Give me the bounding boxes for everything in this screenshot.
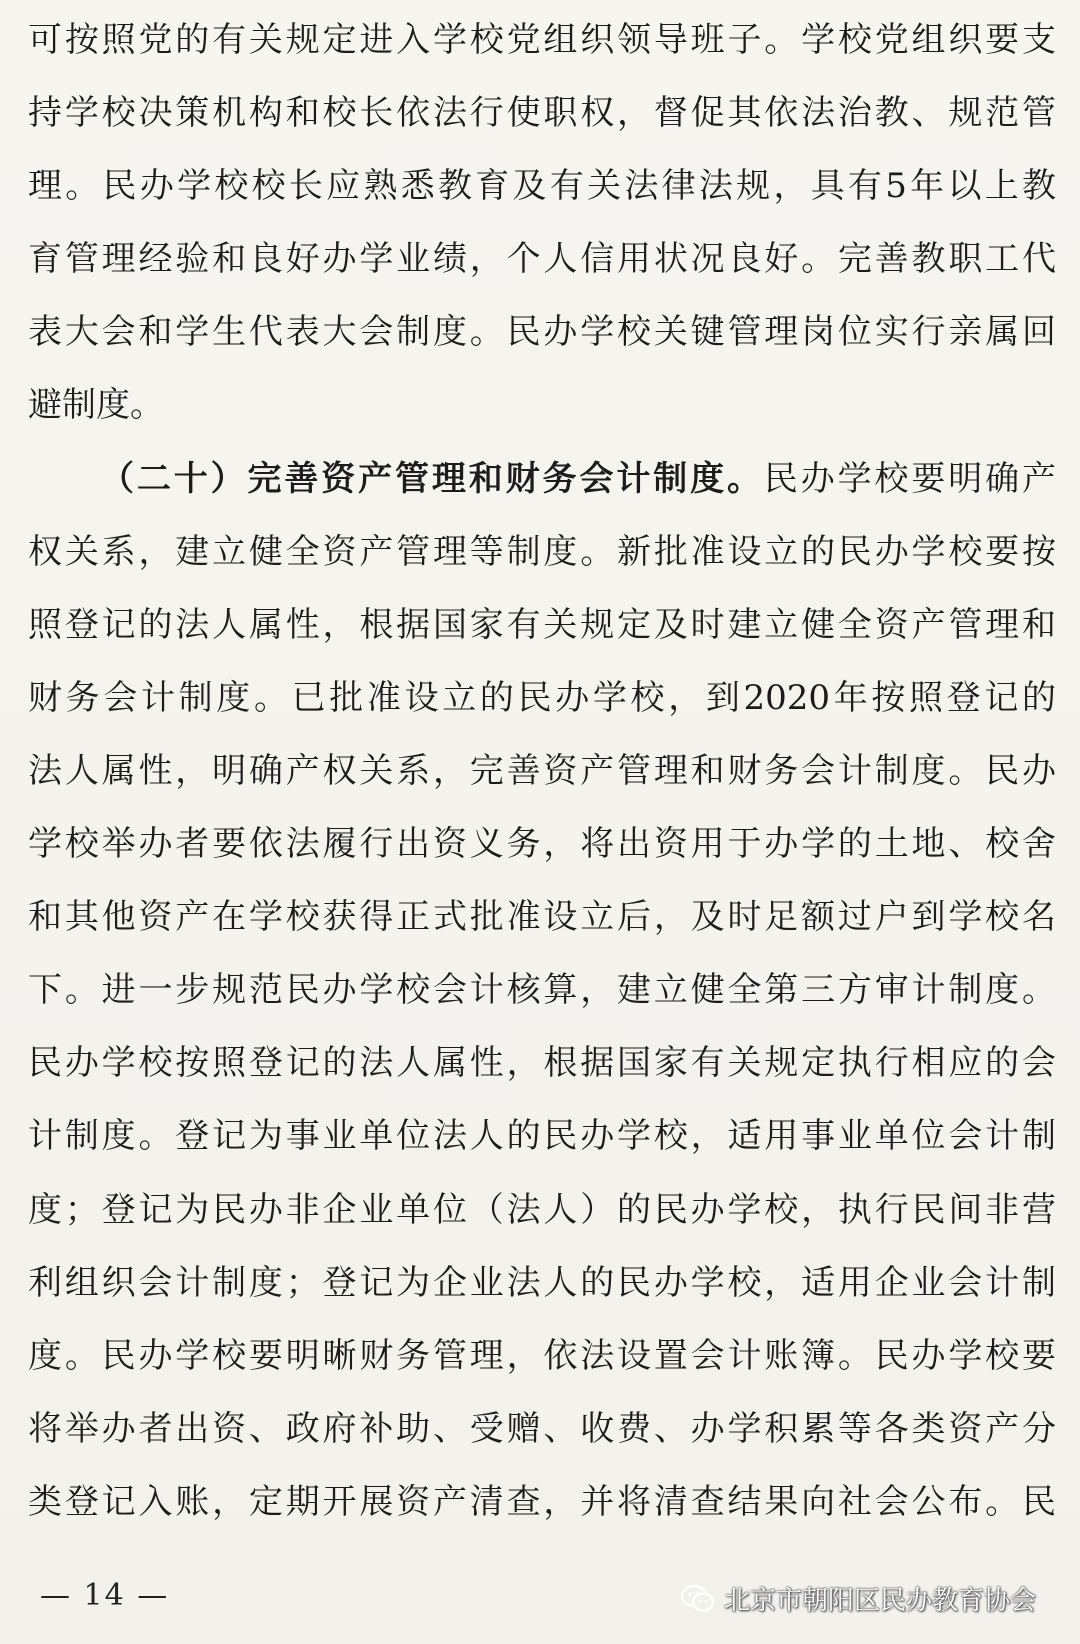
text-line: 表大会和学生代表大会制度。民办学校关键管理岗位实行亲属回 (28, 312, 1056, 353)
text-line: 度；登记为民办非企业单位（法人）的民办学校，执行民间非营 (28, 1189, 1056, 1230)
text-line: 避制度。 (28, 385, 164, 426)
text-line: 利组织会计制度；登记为企业法人的民办学校，适用企业会计制 (28, 1262, 1056, 1303)
text-line: 计制度。登记为事业单位法人的民办学校，适用事业单位会计制 (28, 1116, 1056, 1157)
text-line: 法人属性，明确产权关系，完善资产管理和财务会计制度。民办 (28, 750, 1056, 791)
text-line: 权关系，建立健全资产管理等制度。新批准设立的民办学校要按 (28, 531, 1056, 572)
section-first-line-text: 民办学校要明确产 (763, 458, 1056, 499)
wechat-icon (680, 1584, 716, 1614)
text-line: 育管理经验和良好办学业绩，个人信用状况良好。完善教职工代 (28, 239, 1056, 280)
section-heading: （二十）完善资产管理和财务会计制度。 (100, 458, 764, 499)
text-line: 和其他资产在学校获得正式批准设立后，及时足额过户到学校名 (28, 897, 1056, 938)
page-number: — 14 — (40, 1578, 170, 1613)
watermark-text: 北京市朝阳区民办教育协会 (723, 1586, 1036, 1616)
document-body (28, 4, 1056, 1539)
text-line: 可按照党的有关规定进入学校党组织领导班子。学校党组织要支 (28, 20, 1056, 60)
text-line: 将举办者出资、政府补助、受赠、收费、办学积累等各类资产分 (28, 1408, 1056, 1449)
text-line: 下。进一步规范民办学校会计核算，建立健全第三方审计制度。 (28, 970, 1056, 1011)
text-line: 学校举办者要依法履行出资义务，将出资用于办学的土地、校舍 (28, 824, 1056, 865)
watermark (680, 1580, 1036, 1617)
text-line: 持学校决策机构和校长依法行使职权，督促其依法治教、规范管 (28, 93, 1056, 134)
section-first-line (28, 443, 1056, 516)
text-line: 度。民办学校要明晰财务管理，依法设置会计账簿。民办学校要 (28, 1335, 1056, 1376)
text-line: 民办学校按照登记的法人属性，根据国家有关规定执行相应的会 (28, 1043, 1056, 1084)
text-line: 理。民办学校校长应熟悉教育及有关法律法规，具有5年以上教 (28, 166, 1056, 207)
text-line: 照登记的法人属性，根据国家有关规定及时建立健全资产管理和 (28, 604, 1056, 645)
text-line: 财务会计制度。已批准设立的民办学校，到2020年按照登记的 (28, 677, 1056, 718)
text-line: 类登记入账，定期开展资产清查，并将清查结果向社会公布。民 (28, 1481, 1056, 1522)
